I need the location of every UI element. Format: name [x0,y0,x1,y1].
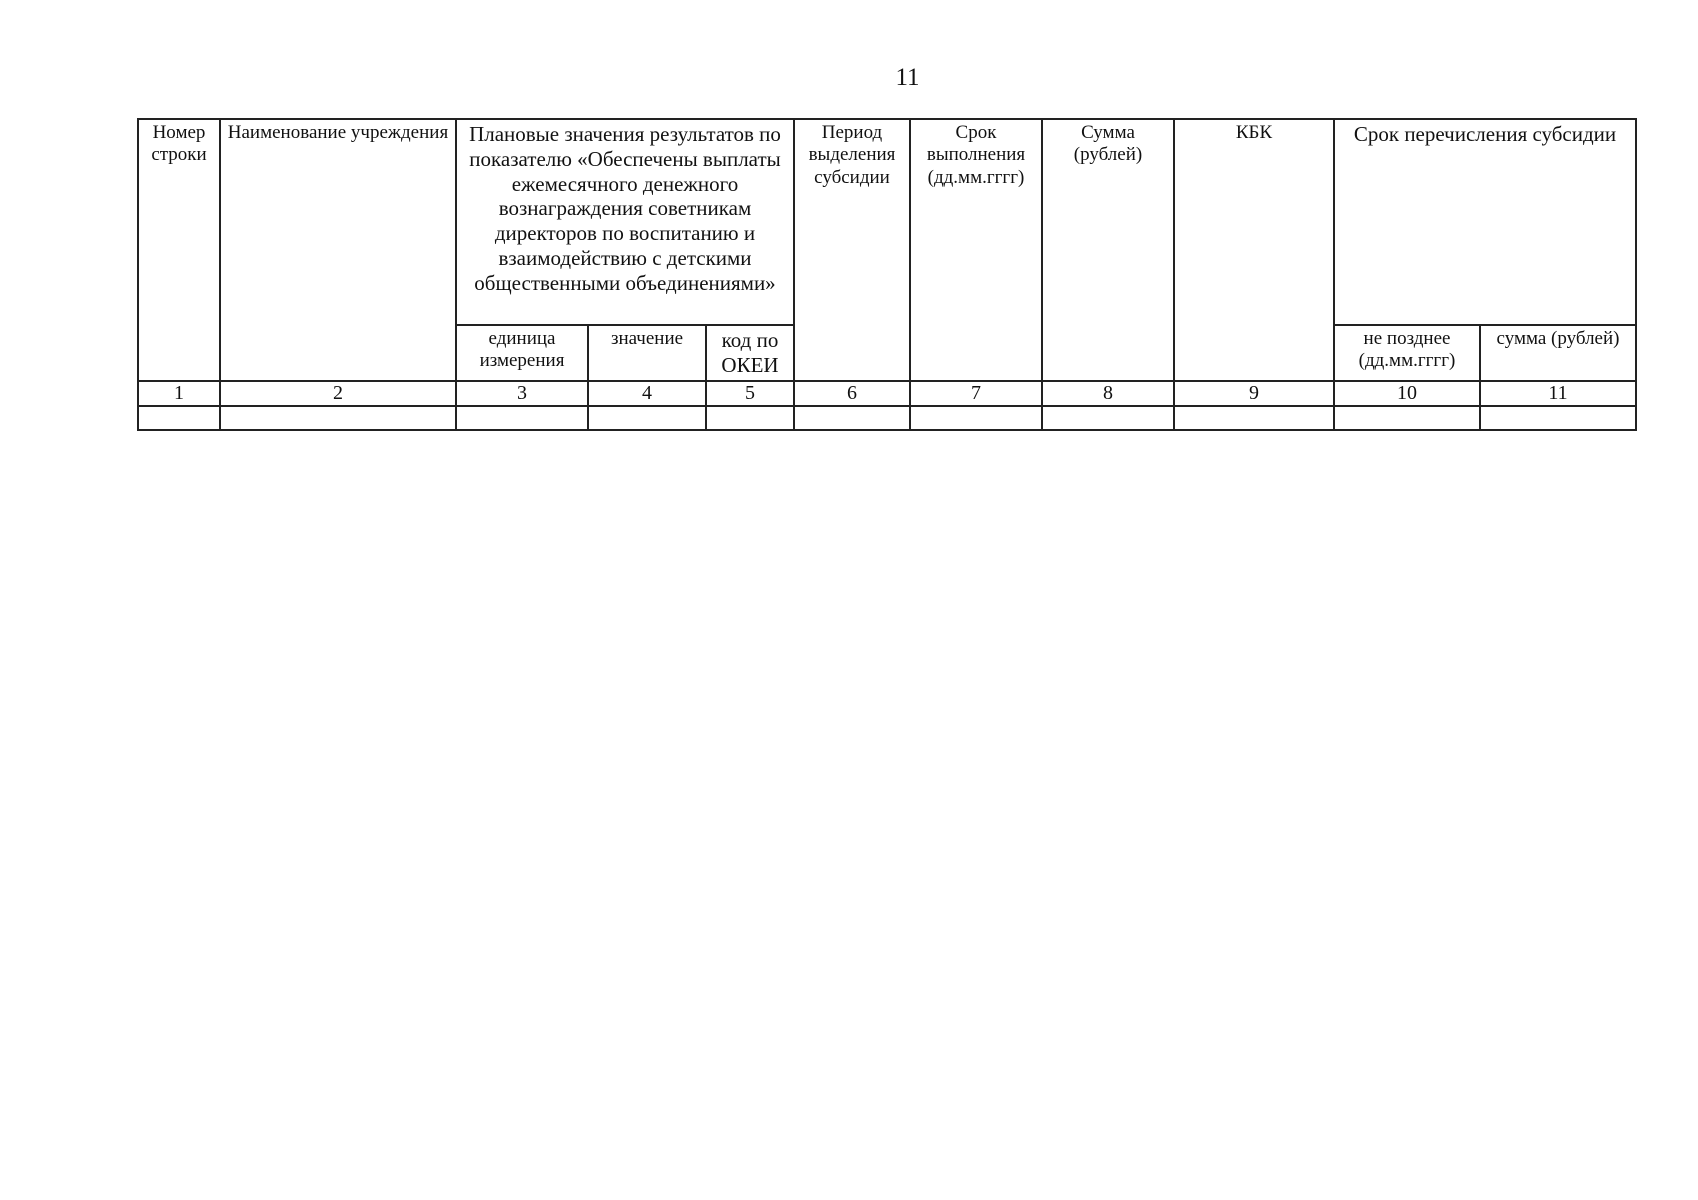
empty-cell [1480,406,1636,430]
subheader-value: значение [588,325,706,381]
column-number: 8 [1042,381,1174,407]
column-number: 3 [456,381,588,407]
table-row [138,406,1636,430]
column-number: 7 [910,381,1042,407]
subheader-transfer-sum: сумма (рублей) [1480,325,1636,381]
subheader-okei-code: код по ОКЕИ [706,325,794,381]
column-number: 11 [1480,381,1636,407]
header-planned-values: Плановые значения результатов по показателю «Обеспечены выплаты ежемесячного денежного вознаграждения советникам директоров по воспитанию и взаимодействию с детскими общественными объединениями» [456,119,794,325]
header-deadline: Срок выполнения (дд.мм.гггг) [910,119,1042,381]
empty-cell [1042,406,1174,430]
empty-cell [588,406,706,430]
page-number: 11 [895,64,920,91]
empty-cell [456,406,588,430]
empty-cell [1174,406,1334,430]
empty-cell [910,406,1042,430]
header-institution-name: Наименование учреждения [220,119,456,381]
column-number-row [138,381,1636,407]
header-transfer-term: Срок перечисления субсидии [1334,119,1636,325]
header-kbk: КБК [1174,119,1334,381]
empty-cell [706,406,794,430]
column-number: 5 [706,381,794,407]
column-number: 4 [588,381,706,407]
header-row-number: Номер строки [138,119,220,381]
column-number: 9 [1174,381,1334,407]
subheader-not-later: не позднее (дд.мм.гггг) [1334,325,1480,381]
empty-cell [220,406,456,430]
empty-cell [794,406,910,430]
empty-cell [138,406,220,430]
subheader-unit: единица измерения [456,325,588,381]
empty-cell [1334,406,1480,430]
subsidy-table [137,118,1637,431]
header-period: Период выделения субсидии [794,119,910,381]
column-number: 2 [220,381,456,407]
column-number: 6 [794,381,910,407]
column-number: 10 [1334,381,1480,407]
header-sum: Сумма (рублей) [1042,119,1174,381]
column-number: 1 [138,381,220,407]
